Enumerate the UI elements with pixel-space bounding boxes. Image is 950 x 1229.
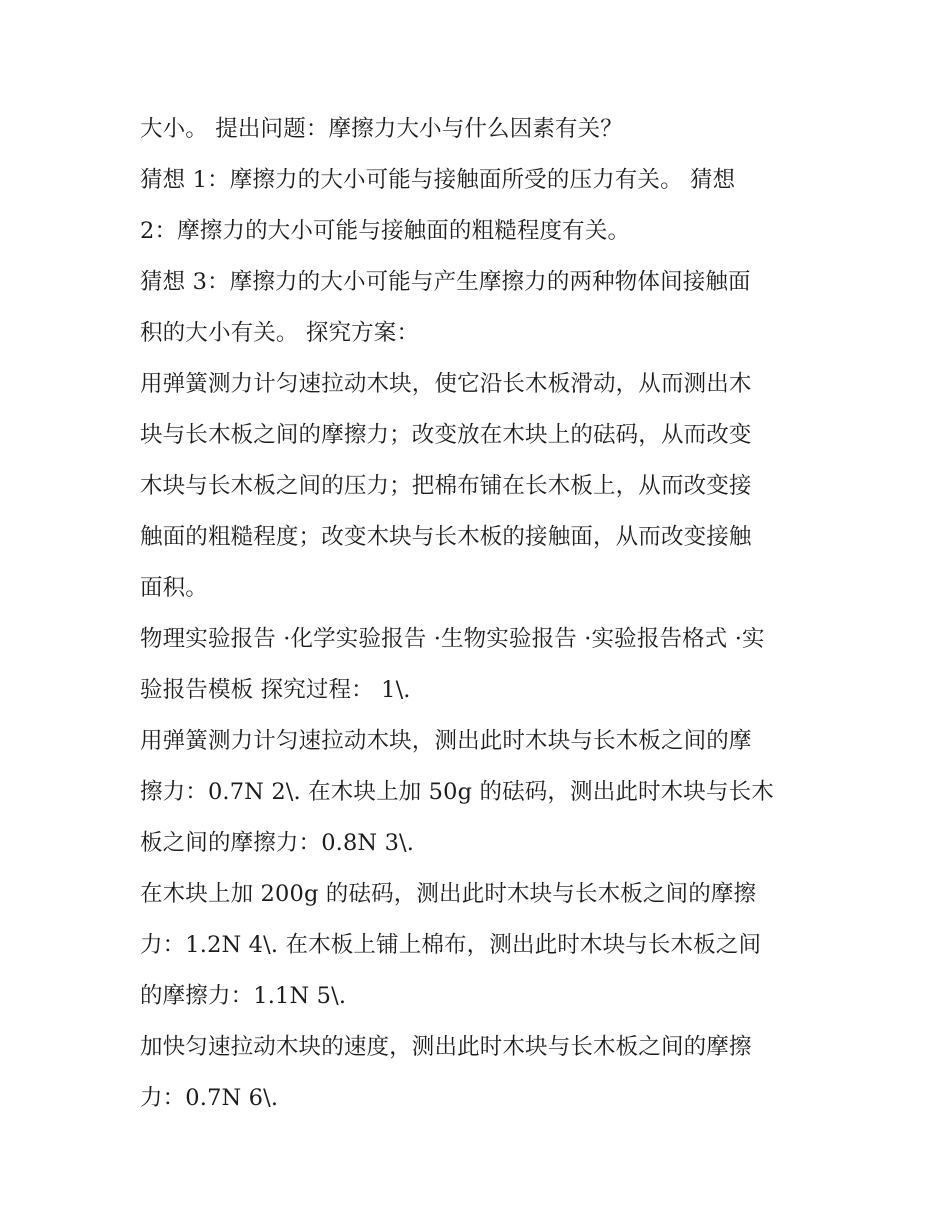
text-line-1: 大小。 提出问题：摩擦力大小与什么因素有关？ xyxy=(140,116,623,142)
text-line-7: 块与长木板之间的摩擦力；改变放在木块上的砝码，从而改变 xyxy=(140,422,752,448)
text-line-15: 板之间的摩擦力：0.8N 3\. xyxy=(140,830,415,856)
document-body xyxy=(140,104,820,1124)
text-line-11: 物理实验报告 ·化学实验报告 ·生物实验报告 ·实验报告格式 ·实 xyxy=(140,626,765,652)
text-line-2: 猜想 1：摩擦力的大小可能与接触面所受的压力有关。 猜想 xyxy=(140,167,736,193)
text-line-18: 的摩擦力：1.1N 5\. xyxy=(140,983,347,1009)
text-line-9: 触面的粗糙程度；改变木块与长木板的接触面，从而改变接触 xyxy=(140,524,752,550)
text-line-10: 面积。 xyxy=(140,575,208,601)
text-line-5: 积的大小有关。 探究方案： xyxy=(140,320,420,346)
text-line-3: 2：摩擦力的大小可能与接触面的粗糙程度有关。 xyxy=(140,218,631,244)
text-line-20: 力：0.7N 6\. xyxy=(140,1085,279,1111)
text-line-4: 猜想 3：摩擦力的大小可能与产生摩擦力的两种物体间接触面 xyxy=(140,269,751,295)
text-line-17: 力：1.2N 4\. 在木板上铺上棉布，测出此时木块与长木板之间 xyxy=(140,932,762,958)
text-line-13: 用弹簧测力计匀速拉动木块，测出此时木块与长木板之间的摩 xyxy=(140,728,752,754)
text-line-8: 木块与长木板之间的压力；把棉布铺在长木板上，从而改变接 xyxy=(140,473,752,499)
text-line-16: 在木块上加 200g 的砝码，测出此时木块与长木板之间的摩擦 xyxy=(140,881,757,907)
text-line-19: 加快匀速拉动木块的速度，测出此时木块与长木板之间的摩擦 xyxy=(140,1034,752,1060)
text-line-12: 验报告模板 探究过程： 1\. xyxy=(140,677,411,703)
text-line-14: 擦力：0.7N 2\. 在木块上加 50g 的砝码，测出此时木块与长木 xyxy=(140,779,774,805)
text-line-6: 用弹簧测力计匀速拉动木块，使它沿长木板滑动，从而测出木 xyxy=(140,371,752,397)
